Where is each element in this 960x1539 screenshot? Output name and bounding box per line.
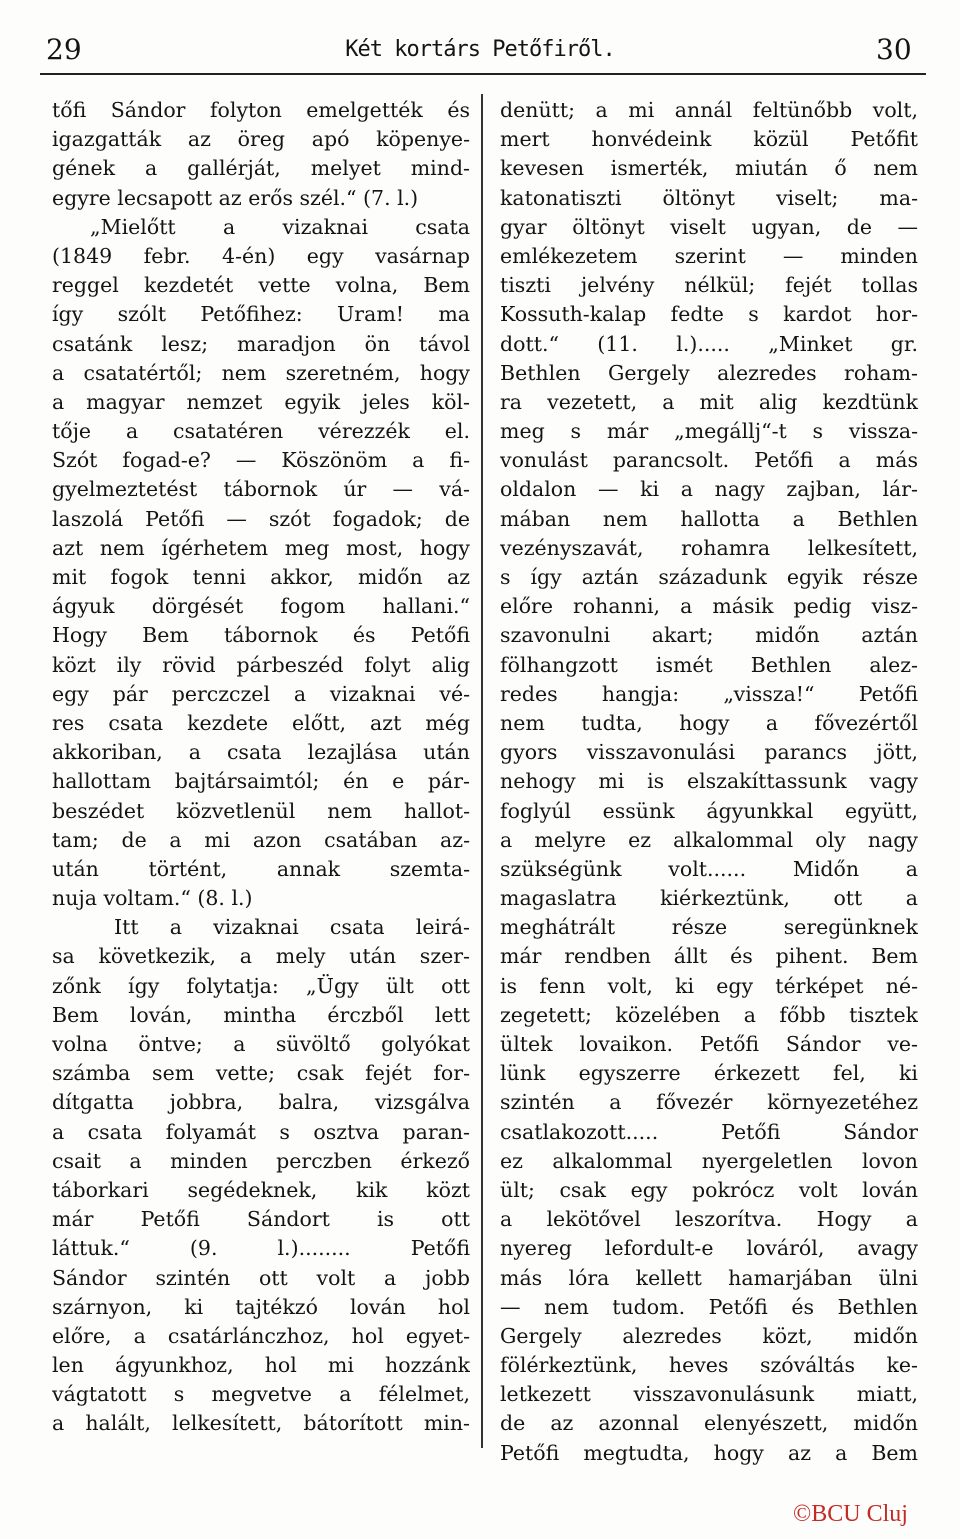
text-line: egyre lecsapott az erős szél.“ (7. l.)	[52, 185, 419, 210]
text-line: tőfi Sándor folyton emelgették és	[52, 98, 470, 122]
column-divider	[481, 94, 483, 1448]
text-line: letkezett visszavonulásunk miatt,	[500, 1382, 918, 1407]
text-line: „Mielőtt a vizaknai csata	[90, 214, 470, 239]
text-line: s így aztán századunk egyik része	[500, 565, 918, 589]
text-line: csait a minden perczben érkező	[52, 1148, 470, 1173]
text-line: Sándor szintén ott volt a jobb	[52, 1265, 470, 1290]
text-line: hallottam bajtársaimtól; én e pár-	[52, 769, 470, 794]
text-line: szárnyon, ki tajtékzó lován hol	[52, 1294, 470, 1319]
text-line: meg s már „megállj“-t s vissza-	[500, 419, 918, 444]
text-line: mert honvédeink közül Petőfit	[500, 127, 918, 152]
text-line: más lóra kellett hamarjában ülni	[500, 1265, 918, 1290]
text-line: gyar öltönyt viselt ugyan, de —	[500, 214, 918, 239]
text-line: szükségünk volt...... Midőn a	[500, 856, 918, 881]
library-watermark: ©BCU Cluj	[793, 1501, 908, 1527]
text-line: dítgatta jobbra, balra, vizsgálva	[52, 1090, 470, 1115]
text-line: gyors visszavonulási parancs jött,	[500, 740, 918, 765]
page-number-left: 29	[46, 33, 82, 66]
text-line: zőnk így folytatja: „Ügy ült ott	[52, 973, 470, 998]
text-line: Gergely alezredes közt, midőn	[500, 1323, 918, 1348]
text-line: nehogy mi is elszakíttassunk vagy	[500, 769, 918, 794]
text-line: csatánk lesz; maradjon ön távol	[52, 331, 470, 356]
text-line: magaslatra kiérkeztünk, ott a	[500, 886, 918, 911]
text-line: — nem tudom. Petőfi és Bethlen	[500, 1294, 918, 1319]
text-line: kevesen ismerték, miután ő nem	[500, 156, 918, 181]
text-line: nem tudta, hogy a fővezértől	[500, 710, 918, 735]
text-line: vágtatott s megvetve a félelmet,	[52, 1382, 470, 1407]
text-line: fölhangzott ismét Bethlen alez-	[500, 652, 918, 677]
text-line: előre rohanni, a másik pedig visz-	[500, 594, 918, 619]
text-line: közt ily rövid párbeszéd folyt alig	[52, 652, 470, 677]
header-rule	[40, 73, 926, 75]
text-line: ez alkalommal nyergeletlen lovon	[500, 1148, 918, 1173]
text-line: tője a csatatéren vérezzék el.	[52, 419, 470, 444]
text-line: denütt; a mi annál feltünőbb volt,	[500, 98, 918, 122]
text-line: beszédet közvetlenül nem hallot-	[52, 798, 470, 823]
text-line: után történt, annak szemta-	[52, 856, 470, 881]
text-line: a melyre ez alkalommal oly nagy	[500, 827, 918, 852]
text-line: azt nem ígérhetem meg most, hogy	[52, 535, 470, 560]
text-line: láttuk.“ (9. l.)........ Petőfi	[52, 1236, 470, 1261]
text-line: zegetett; közelében a főbb tisztek	[500, 1002, 918, 1027]
text-line: mit fogok tenni akkor, midőn az	[52, 565, 470, 589]
text-line: katonatiszti öltönyt viselt; ma-	[500, 185, 918, 210]
text-line: már rendben állt és pihent. Bem	[500, 944, 918, 969]
text-line: a lekötővel leszorítva. Hogy a	[500, 1207, 918, 1232]
text-line: Kossuth-kalap fedte s kardot hor-	[500, 302, 918, 327]
text-line: nuja voltam.“ (8. l.)	[52, 886, 253, 911]
text-line: lünk egyszerre érkezett fel, ki	[500, 1061, 918, 1086]
text-line: tiszti jelvény nélkül; fejét tollas	[500, 273, 918, 298]
text-line: tam; de a mi azon csatában az-	[52, 827, 470, 852]
text-line: akkoriban, a csata lezajlása után	[52, 740, 470, 765]
left-text-column	[52, 96, 470, 1439]
text-line: dott.“ (11. l.)..... „Minket gr.	[500, 331, 918, 356]
page-header	[0, 0, 960, 80]
text-line: ült; csak egy pokrócz volt lován	[500, 1177, 918, 1202]
text-line: ágyuk dörgését fogom hallani.“	[52, 594, 470, 619]
text-line: foglyúl essünk ágyunkkal együtt,	[500, 798, 918, 823]
text-line: nyereg lefordult-e lováról, avagy	[500, 1236, 918, 1261]
text-line: táborkari segédeknek, kik közt	[52, 1177, 470, 1202]
text-line: vonulást parancsolt. Petőfi a más	[500, 448, 918, 473]
text-line: Hogy Bem tábornok és Petőfi	[52, 623, 470, 648]
text-line: a halált, lelkesített, bátorított min-	[52, 1411, 470, 1436]
text-line: sa következik, a mely után szer-	[52, 944, 470, 969]
text-line: volna öntve; a süvöltő golyókat	[52, 1032, 470, 1056]
text-line: Bem lován, mintha érczből lett	[52, 1002, 470, 1027]
text-line: de az azonnal elenyészett, midőn	[500, 1411, 918, 1436]
text-line: vezényszavát, rohamra lelkesített,	[500, 535, 918, 560]
text-line: így szólt Petőfihez: Uram! ma	[52, 302, 470, 327]
text-line: szavonulni akart; midőn aztán	[500, 623, 918, 648]
text-line: a magyar nemzet egyik jeles köl-	[52, 389, 470, 414]
text-line: előre, a csatárlánczhoz, hol egyet-	[52, 1323, 470, 1348]
text-line: fölérkeztünk, heves szóváltás ke-	[500, 1353, 918, 1378]
text-line: res csata kezdete előtt, azt még	[52, 710, 470, 735]
text-line: csatlakozott..... Petőfi Sándor	[500, 1119, 918, 1144]
page-number-right: 30	[876, 33, 912, 66]
text-line: meghátrált része seregünknek	[500, 915, 918, 940]
text-line: mában nem hallotta a Bethlen	[500, 506, 918, 531]
text-line: Bethlen Gergely alezredes roham-	[500, 360, 918, 385]
text-line: redes hangja: „vissza!“ Petőfi	[500, 681, 918, 706]
text-line: ra vezetett, a mit alig kezdtünk	[500, 389, 918, 414]
text-line: a csata folyamát s osztva paran-	[52, 1119, 470, 1144]
text-line: is fenn volt, ki egy térképet né-	[500, 973, 918, 998]
text-line: (1849 febr. 4-én) egy vasárnap	[52, 243, 470, 268]
text-line: szintén a fővezér környezetéhez	[500, 1090, 918, 1115]
text-line: már Petőfi Sándort is ott	[52, 1207, 470, 1232]
text-line: Szót fogad-e? — Köszönöm a fi-	[52, 448, 470, 473]
text-line: Itt a vizaknai csata leirá-	[114, 915, 470, 940]
text-line: ültek lovaikon. Petőfi Sándor ve-	[500, 1032, 918, 1056]
text-line: laszolá Petőfi — szót fogadok; de	[52, 506, 470, 531]
text-line: len ágyunkhoz, hol mi hozzánk	[52, 1353, 470, 1378]
text-line: Petőfi megtudta, hogy az a Bem	[500, 1440, 918, 1465]
text-line: gyelmeztetést tábornok úr — vá-	[52, 477, 470, 502]
right-text-column	[500, 96, 918, 1468]
text-line: igazgatták az öreg apó köpenye-	[52, 127, 470, 152]
text-line: emlékezetem szerint — minden	[500, 243, 918, 268]
text-line: gének a gallérját, melyet mind-	[52, 156, 470, 181]
text-line: egy pár perczczel a vizaknai vé-	[52, 681, 470, 706]
text-line: számba sem vette; csak fejét for-	[52, 1061, 470, 1086]
running-title: Két kortárs Petőfiről.	[345, 37, 615, 62]
text-line: reggel kezdetét vette volna, Bem	[52, 273, 470, 298]
text-line: a csatatértől; nem szeretném, hogy	[52, 360, 470, 385]
text-line: oldalon — ki a nagy zajban, lár-	[500, 477, 918, 502]
